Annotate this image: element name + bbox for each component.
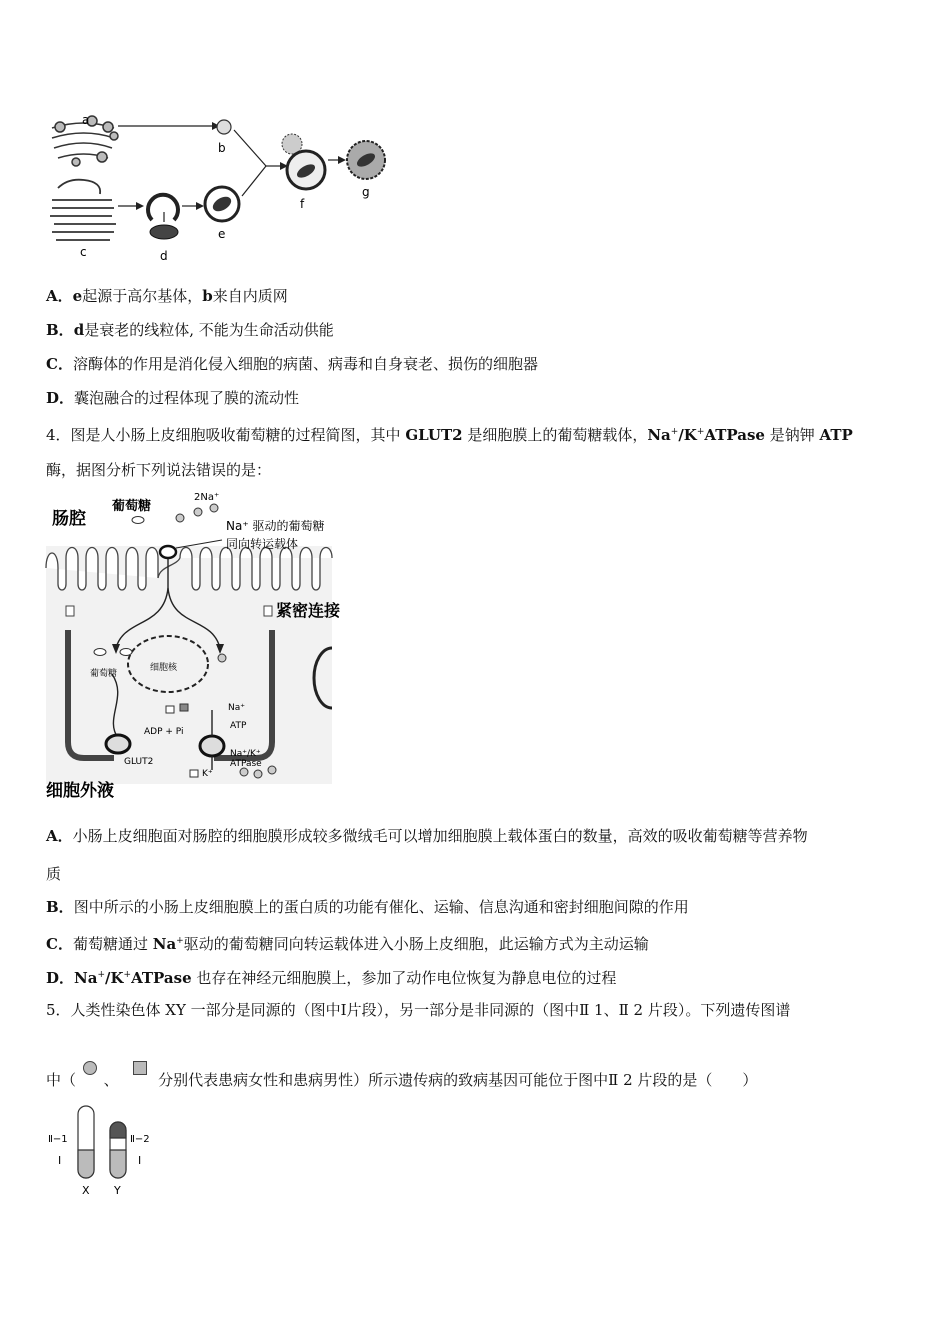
q4-option-c: C．葡萄糖通过 Na+驱动的葡萄糖同向转运载体进入小肠上皮细胞，此运输方式为主动运输 xyxy=(46,935,649,953)
label-f: f xyxy=(300,197,305,211)
lysosome-b xyxy=(217,120,231,134)
label-d: d xyxy=(160,249,168,263)
label-b: b xyxy=(218,141,226,155)
label-a: a xyxy=(82,113,90,127)
intestinal-cell-diagram xyxy=(44,488,360,804)
label-i-left: Ⅰ xyxy=(58,1154,62,1167)
xy-chromosome-diagram xyxy=(46,1102,162,1198)
q3-option-a: A．e起源于高尔基体，b来自内质网 xyxy=(46,287,288,305)
glut2-transporter xyxy=(106,735,130,753)
label-k-out: K⁺ xyxy=(202,769,213,779)
q3-option-b: B．d是衰老的线粒体, 不能为生命活动供能 xyxy=(46,321,334,339)
label-i-right: Ⅰ xyxy=(138,1154,142,1167)
label-c: c xyxy=(80,245,87,259)
label-pump-2: ATPase xyxy=(230,759,262,769)
q5-stem-line1: 5．人类性染色体 XY 一部分是同源的（图中Ⅰ片段），另一部分是非同源的（图中Ⅱ 1、Ⅱ 2 片段）。下列遗传图谱 xyxy=(46,1001,791,1019)
label-2na: 2Na⁺ xyxy=(194,492,220,503)
label-tight-junction: 紧密连接 xyxy=(276,601,341,620)
label-cotransporter-2: 同向转运载体 xyxy=(226,537,299,551)
affected-female-icon xyxy=(83,1061,97,1075)
label-nucleus: 细胞核 xyxy=(150,663,178,673)
na-glucose-cotransporter xyxy=(160,546,176,558)
label-x: X xyxy=(82,1184,90,1197)
label-ii1: Ⅱ−1 xyxy=(48,1134,68,1145)
label-glucose-in: 葡萄糖 xyxy=(90,669,118,679)
q3-option-d: D．囊泡融合的过程体现了膜的流动性 xyxy=(46,389,300,407)
autophagy-diagram xyxy=(44,108,394,266)
q4-option-d: D．Na+/K+ATPase 也存在神经元细胞膜上，参加了动作电位恢复为静息电位的过程 xyxy=(46,969,617,987)
mitochondrion-d xyxy=(150,225,178,239)
label-adp-pi: ADP + Pi xyxy=(144,727,184,737)
label-glucose-top: 葡萄糖 xyxy=(112,499,152,514)
label-na-in: Na⁺ xyxy=(228,703,245,713)
label-g: g xyxy=(362,185,370,199)
q4-option-a-line2: 质 xyxy=(46,865,62,883)
endoplasmic-reticulum xyxy=(50,180,116,240)
q4-stem-line1: 4．图是人小肠上皮细胞吸收葡萄糖的过程简图，其中 GLUT2 是细胞膜上的葡萄糖载体，Na+/K+ATPase 是钠钾 ATP xyxy=(46,426,853,444)
q4-option-b: B．图中所示的小肠上皮细胞膜上的蛋白质的功能有催化、运输、信息沟通和密封细胞间隙的作用 xyxy=(46,898,689,916)
q3-option-c: C．溶酶体的作用是消化侵入细胞的病菌、病毒和自身衰老、损伤的细胞器 xyxy=(46,355,538,373)
label-atp: ATP xyxy=(230,721,247,731)
label-ecf: 细胞外液 xyxy=(46,781,114,801)
label-pump-1: Na⁺/K⁺ xyxy=(230,749,261,759)
label-e: e xyxy=(218,227,226,241)
label-cotransporter-1: Na⁺ 驱动的葡萄糖 xyxy=(226,519,325,533)
label-lumen: 肠腔 xyxy=(52,509,86,529)
q4-option-a-line1: A．小肠上皮细胞面对肠腔的细胞膜形成较多微绒毛可以增加细胞膜上载体蛋白的数量，高效的吸收葡萄糖等营养物 xyxy=(46,827,808,845)
label-y: Y xyxy=(114,1184,121,1197)
label-glut2: GLUT2 xyxy=(124,757,154,767)
q4-stem-line2: 酶，据图分析下列说法错误的是： xyxy=(46,461,272,479)
affected-male-icon xyxy=(133,1061,147,1075)
q5-stem-line2: 中（ 、 分别代表患病女性和患病男性）所示遗传病的致病基因可能位于图中Ⅱ 2 片段的是（ ） xyxy=(46,1061,757,1090)
na-k-atpase-pump xyxy=(200,736,224,756)
isolation-membrane xyxy=(148,195,178,220)
label-ii2: Ⅱ−2 xyxy=(130,1134,150,1145)
